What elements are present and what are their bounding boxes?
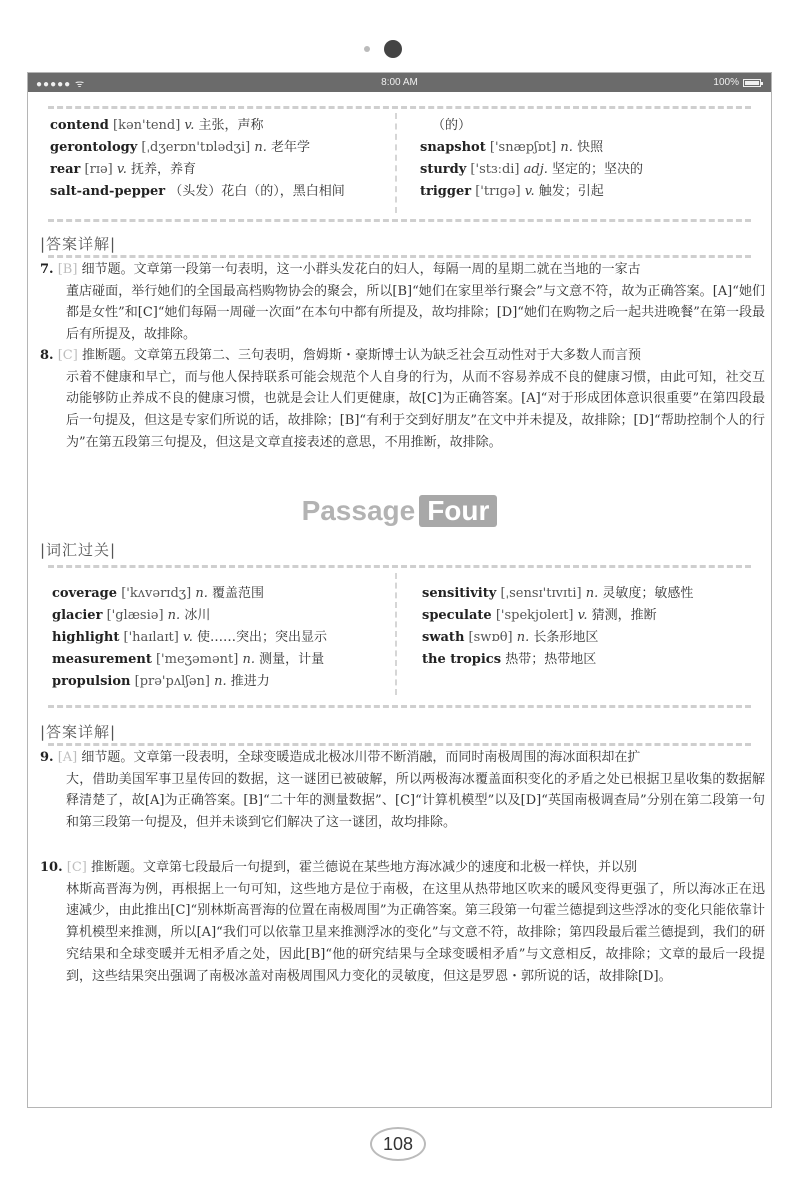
vocab-entry: gerontology [ˌdʒerɒn'tɒlədʒi] n. 老年学 (50, 140, 310, 155)
vocab-entry: rear [rɪə] v. 抚养，养育 (50, 162, 196, 177)
status-bar (28, 73, 771, 92)
answer-number: 7. (40, 262, 54, 277)
answer-choice-badge: [A] (57, 750, 78, 765)
answer-item-7 (40, 259, 765, 346)
vocab-entry: snapshot ['snæpʃɒt] n. 快照 (420, 140, 604, 155)
vocab-entry: sensitivity [ˌsensɪ'tɪvɪti] n. 灵敏度；敏感性 (422, 586, 694, 601)
section-label-vocab: |词汇过关| (40, 541, 117, 559)
divider-answers-top (48, 255, 751, 258)
vocab-entry: measurement ['meʒəmənt] n. 测量，计量 (52, 652, 325, 667)
vocab-entry: coverage ['kʌvərɪdʒ] n. 覆盖范围 (52, 586, 265, 601)
divider-vocab2-bottom (48, 705, 751, 708)
vocab-entry: speculate ['spekjʊleɪt] v. 猜测，推断 (422, 608, 657, 623)
answer-text: 推断题。文章第七段最后一句提到，霍兰德说在某些地方海冰减少的速度和北极一样快，并以别 (91, 860, 638, 875)
answer-text-continued: 大，借助美国军事卫星传回的数据，这一谜团已被破解，所以两极海冰覆盖面积变化的矛盾之处已根据卫星收集的数据解释清楚了，故[A]为正确答案。[B]“二十年的测量数据”、[C]“计算机模型”以及[D]“英国南极调查局”分别在第二段第一句和第三段第一句提及，但并未谈到它们解决了这一谜团，故均排除。 (66, 771, 765, 831)
battery-indicator (713, 77, 761, 88)
vocab-mid-left (52, 583, 392, 693)
vocab-top-left (50, 115, 390, 203)
divider-vocab2-top (48, 565, 751, 568)
vocab-entry: propulsion [prə'pʌlʃən] n. 推进力 (52, 674, 270, 689)
battery-icon (743, 79, 761, 87)
status-time: 8:00 AM (381, 77, 418, 88)
vocab-entry: contend [kən'tend] v. 主张，声称 (50, 118, 264, 133)
vocab-entry-continued: （的） (432, 118, 472, 133)
answer-text-continued: 董店碰面，举行她们的全国最高档购物协会的聚会，所以[B]“她们在家里举行聚会”与文意不符，故为正确答案。[A]“她们都是女性”和[C]“她们每隔一周碰一次面”在本句中都有所提及，故均排除；[D]“她们在购物之后一起共进晚餐”在第一段最后有所提及，故排除。 (66, 283, 765, 343)
answer-item-8 (40, 345, 765, 454)
page-number: 108 (370, 1127, 426, 1161)
answer-text: 细节题。文章第一段第一句表明，这一小群头发花白的妇人，每隔一周的星期二就在当地的一家古 (81, 262, 641, 277)
passage-number-badge: Four (419, 495, 497, 527)
answer-text-continued: 林斯高晋海为例，再根据上一句可知，这些地方是位于南极，在这里从热带地区吹来的暖风变得更强了，所以海冰正在迅速减少，由此推出[C]“别林斯高晋海的位置在南极周围”为正确答案。第三段第一句霍兰德提到这些浮冰的变化只能依靠计算机模型来推测，所以[A]“我们可以依靠卫星来推测浮冰的变化”与文意不符，故排除；第四段最后霍兰德提到，我们的研究结果和全球变暖并无相矛盾之处，因此[B]“他的研究结果与全球变暖相矛盾”与文意相反，故排除；文章的最后一段提到，这些结果突出强调了南极冰盖对南极周围风力变化的灵敏度，但这是罗恩・郭所说的话，故排除[D]。 (66, 881, 765, 984)
vocab-column-divider (395, 113, 397, 213)
answer-choice-badge: [C] (57, 348, 78, 363)
tablet-screen (27, 72, 772, 1108)
answer-choice-badge: [C] (66, 860, 87, 875)
answer-choice-badge: [B] (57, 262, 78, 277)
section-label-answers: |答案详解| (40, 723, 117, 741)
camera-lens-icon (384, 40, 402, 58)
vocab-entry: glacier ['glæsiə] n. 冰川 (52, 608, 211, 623)
vocab-entry: trigger ['trɪgə] v. 触发；引起 (420, 184, 604, 199)
divider-vocab-bottom (48, 219, 751, 222)
answer-number: 10. (40, 860, 63, 875)
answer-item-9 (40, 747, 765, 834)
vocab-mid-right (422, 583, 752, 671)
answer-text: 细节题。文章第一段表明，全球变暖造成北极冰川带不断消融，而同时南极周围的海冰面积却在扩 (81, 750, 641, 765)
camera-sensor-icon (364, 46, 370, 52)
battery-percent: 100% (713, 77, 739, 88)
vocab-top-right (420, 115, 750, 203)
vocab-entry: swath [swɒθ] n. 长条形地区 (422, 630, 599, 645)
answer-item-10 (40, 857, 765, 987)
answer-number: 8. (40, 348, 54, 363)
front-camera (364, 40, 408, 60)
vocab-entry: salt-and-pepper （头发）花白（的），黑白相间 (50, 184, 345, 199)
answer-text: 推断题。文章第五段第二、三句表明，詹姆斯・豪斯博士认为缺乏社会互动性对于大多数人而言预 (81, 348, 641, 363)
vocab2-column-divider (395, 573, 397, 695)
divider-answers2-top (48, 743, 751, 746)
section-label-answers: |答案详解| (40, 235, 117, 253)
vocab-entry: sturdy ['stɜːdi] adj. 坚定的；坚决的 (420, 162, 644, 177)
answer-text-continued: 示着不健康和早亡，而与他人保持联系可能会规范个人自身的行为，从而不容易养成不良的健康习惯，由此可知，社交互动能够防止养成不良的健康习惯，也就是会让人们更健康，故[C]为正确答案。[A]“对于形成团体意识很重要”在第四段最后一句提及，但这是专家们所说的话，故排除；[B]“有利于交到好朋友”在文中并未提及，故排除；[D]“帮助控制个人的行为”在第五段第三句提及，但这是文章直接表述的意思，不用推断，故排除。 (66, 369, 765, 450)
divider-top (48, 106, 751, 109)
vocab-entry: highlight ['haɪlaɪt] v. 使……突出；突出显示 (52, 630, 328, 645)
passage-title: Passage Four (28, 495, 771, 527)
answer-number: 9. (40, 750, 54, 765)
vocab-entry: the tropics 热带；热带地区 (422, 652, 597, 667)
signal-indicator: ●●●●● ᯤ (36, 79, 86, 90)
